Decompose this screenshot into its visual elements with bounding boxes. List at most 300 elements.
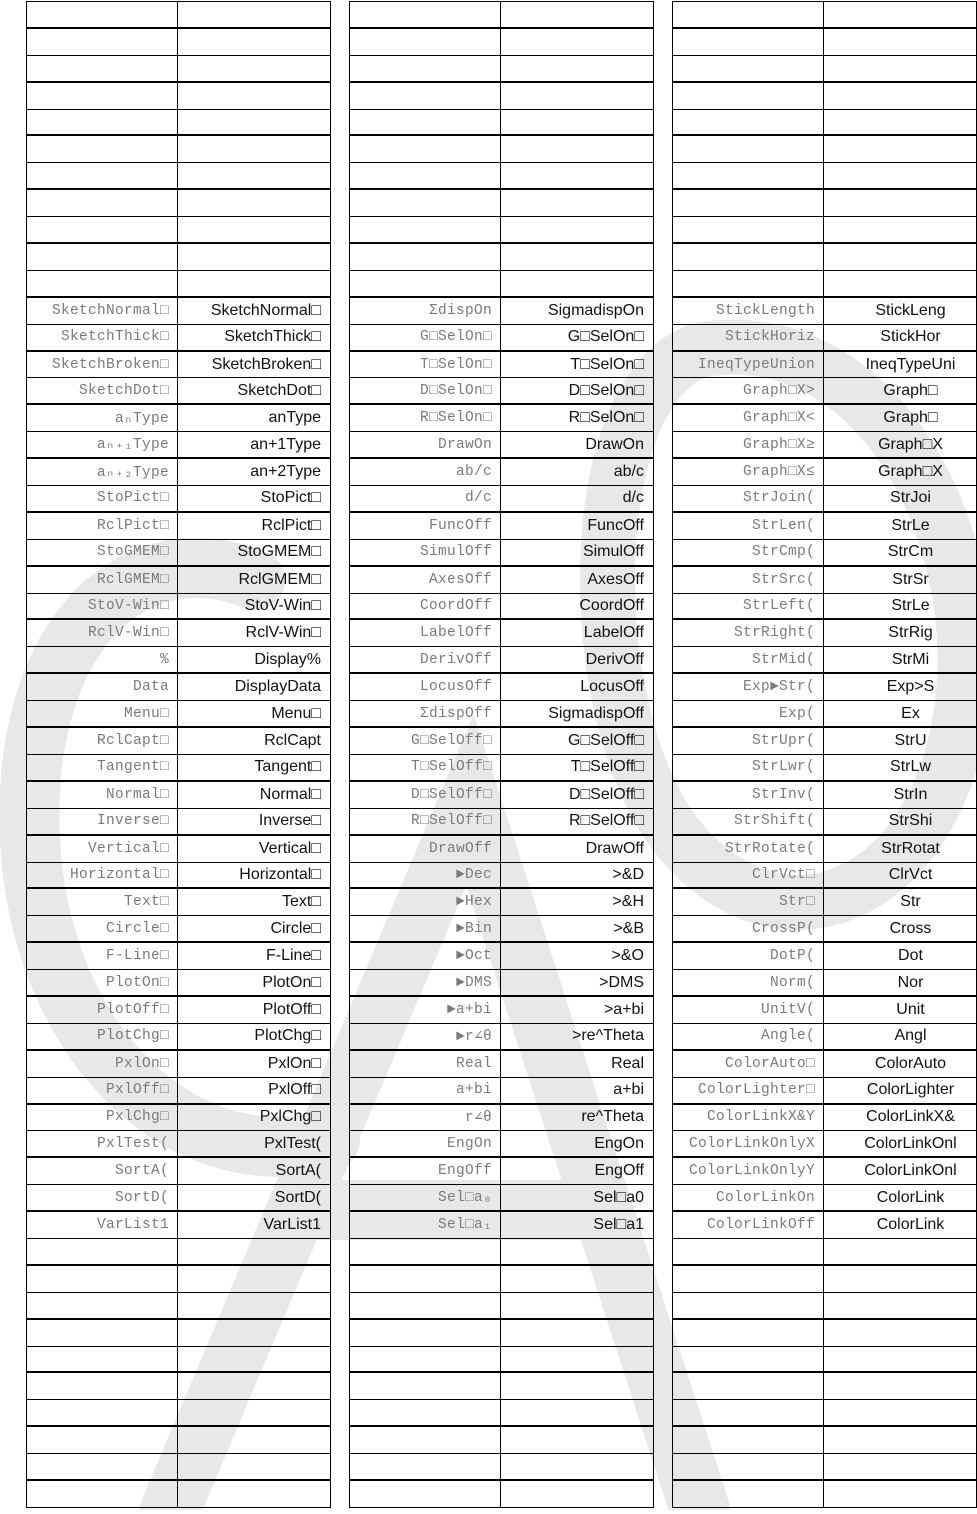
blank-cell — [673, 56, 824, 81]
blank-row — [673, 1266, 976, 1293]
command-cell: StrInv( — [673, 782, 824, 808]
blank-cell — [350, 1347, 501, 1372]
blank-cell — [824, 1266, 975, 1292]
text-cell: DerivOff — [585, 650, 644, 668]
blank-cell — [178, 29, 329, 55]
command-cell: IneqTypeUnion — [673, 352, 824, 378]
text-cell: StrCm — [887, 543, 934, 561]
command-cell: PxlChg□ — [27, 1105, 178, 1131]
table-row — [27, 970, 330, 997]
table-row — [27, 809, 330, 836]
blank-row — [27, 244, 330, 271]
blank-cell — [824, 1239, 975, 1264]
blank-cell — [27, 110, 178, 135]
text-cell: ColorLink — [876, 1188, 945, 1206]
command-cell: RclV-Win□ — [27, 620, 178, 646]
command-cell: Real — [350, 1051, 501, 1077]
text-cell: Sel□a1 — [593, 1216, 644, 1234]
command-cell: r∠θ — [350, 1105, 501, 1131]
blank-cell — [27, 136, 178, 162]
command-cell: PlotChg□ — [27, 1024, 178, 1049]
text-cell: Graph□ — [883, 381, 938, 399]
command-cell: SketchBroken□ — [27, 352, 178, 378]
table-row — [673, 1185, 976, 1212]
table-row — [27, 486, 330, 513]
text-cell: Circle□ — [270, 919, 321, 937]
blank-cell — [673, 136, 824, 162]
blank-cell — [178, 110, 329, 135]
blank-row — [673, 56, 976, 83]
text-cell: Real — [611, 1054, 644, 1072]
command-cell: G□SelOff□ — [350, 728, 501, 754]
blank-row — [27, 1373, 330, 1400]
blank-cell — [27, 29, 178, 55]
table-row — [27, 782, 330, 809]
blank-cell — [350, 2, 501, 27]
table-row — [350, 567, 653, 594]
command-cell: StrSrc( — [673, 567, 824, 593]
table-row — [27, 540, 330, 567]
blank-row — [27, 83, 330, 110]
blank-cell — [501, 110, 652, 135]
blank-cell — [824, 1347, 975, 1372]
blank-row — [27, 1347, 330, 1374]
text-cell: an+2Type — [250, 463, 321, 481]
text-cell: >re^Theta — [572, 1027, 644, 1045]
command-cell: SortD( — [27, 1185, 178, 1210]
blank-cell — [350, 1481, 501, 1507]
blank-cell — [824, 190, 975, 216]
table-row — [350, 674, 653, 701]
blank-row — [673, 244, 976, 271]
table-row — [673, 567, 976, 594]
command-cell: Menu□ — [27, 701, 178, 726]
text-cell: Vertical□ — [258, 839, 321, 857]
blank-cell — [27, 190, 178, 216]
table-row — [350, 298, 653, 325]
blank-cell — [27, 1320, 178, 1346]
table-row — [350, 1158, 653, 1185]
table-row — [673, 889, 976, 916]
table-row — [673, 647, 976, 674]
text-cell: Ex — [901, 704, 920, 722]
command-cell: Graph□X≥ — [673, 432, 824, 457]
command-cell: StrMid( — [673, 647, 824, 672]
command-cell: d/c — [350, 486, 501, 511]
text-cell: RclPict□ — [261, 516, 321, 534]
text-cell: StrIn — [893, 785, 928, 803]
table-row — [27, 997, 330, 1024]
text-cell: Graph□ — [883, 409, 938, 427]
blank-cell — [27, 1373, 178, 1399]
blank-cell — [350, 56, 501, 81]
blank-row — [350, 110, 653, 137]
command-cell: Horizontal□ — [27, 863, 178, 888]
blank-cell — [824, 1400, 975, 1425]
blank-cell — [27, 1293, 178, 1318]
text-cell: anType — [268, 409, 321, 427]
table-row — [673, 1051, 976, 1078]
blank-cell — [824, 83, 975, 109]
text-cell: EngOff — [594, 1162, 644, 1180]
command-cell: ►a+bi — [350, 997, 501, 1023]
text-cell: Horizontal□ — [239, 865, 321, 883]
command-cell: StrUpr( — [673, 728, 824, 754]
command-cell: Sel□a₁ — [350, 1212, 501, 1238]
blank-cell — [501, 2, 652, 27]
table-row — [27, 513, 330, 540]
text-cell: Unit — [896, 1000, 925, 1018]
blank-cell — [501, 1454, 652, 1479]
blank-cell — [350, 1293, 501, 1318]
blank-row — [27, 1293, 330, 1320]
command-cell: FuncOff — [350, 513, 501, 539]
command-cell: Graph□X> — [673, 378, 824, 403]
blank-row — [673, 1320, 976, 1347]
command-cell: ►DMS — [350, 970, 501, 995]
blank-cell — [350, 1454, 501, 1479]
blank-cell — [501, 217, 652, 242]
blank-row — [673, 2, 976, 29]
text-cell: RclCapt — [264, 731, 321, 749]
blank-cell — [501, 1347, 652, 1372]
blank-cell — [178, 1454, 329, 1479]
command-cell: StrLen( — [673, 513, 824, 539]
blank-row — [350, 2, 653, 29]
blank-cell — [501, 83, 652, 109]
blank-cell — [501, 244, 652, 270]
blank-cell — [673, 1400, 824, 1425]
command-cell: StrJoin( — [673, 486, 824, 511]
table-row — [27, 325, 330, 352]
text-cell: StrSr — [892, 570, 929, 588]
command-cell: T□SelOff□ — [350, 755, 501, 780]
text-cell: Tangent□ — [254, 758, 321, 776]
table-row — [350, 1105, 653, 1132]
blank-row — [27, 1427, 330, 1454]
table-row — [350, 513, 653, 540]
blank-cell — [673, 1293, 824, 1318]
command-cell: StrCmp( — [673, 540, 824, 565]
table-row — [27, 943, 330, 970]
command-cell: Circle□ — [27, 916, 178, 941]
table-row — [27, 1131, 330, 1158]
blank-row — [350, 1320, 653, 1347]
table-row — [673, 298, 976, 325]
command-cell: R□SelOn□ — [350, 405, 501, 431]
command-cell: SketchThick□ — [27, 325, 178, 350]
blank-row — [27, 29, 330, 56]
blank-cell — [824, 29, 975, 55]
blank-cell — [27, 1454, 178, 1479]
text-cell: PxlOff□ — [268, 1081, 321, 1099]
table-row — [673, 836, 976, 863]
command-cell: EngOff — [350, 1158, 501, 1184]
blank-cell — [824, 1320, 975, 1346]
command-cell: EngOn — [350, 1131, 501, 1156]
blank-cell — [501, 1400, 652, 1425]
command-cell: VarList1 — [27, 1212, 178, 1238]
command-cell: ColorAuto□ — [673, 1051, 824, 1077]
table-row — [350, 432, 653, 459]
table-row — [27, 1185, 330, 1212]
command-cell: Vertical□ — [27, 836, 178, 862]
blank-cell — [501, 56, 652, 81]
command-cell: D□SelOff□ — [350, 782, 501, 808]
blank-cell — [178, 190, 329, 216]
table-row — [27, 594, 330, 621]
blank-cell — [673, 244, 824, 270]
blank-cell — [178, 136, 329, 162]
table-row — [27, 916, 330, 943]
blank-cell — [27, 1427, 178, 1453]
table-row — [27, 1212, 330, 1239]
blank-cell — [824, 1481, 975, 1507]
table-row — [673, 674, 976, 701]
blank-cell — [673, 1481, 824, 1507]
blank-row — [350, 1293, 653, 1320]
table-row — [673, 325, 976, 352]
blank-cell — [673, 1347, 824, 1372]
blank-cell — [178, 1266, 329, 1292]
command-cell: DerivOff — [350, 647, 501, 672]
blank-cell — [501, 136, 652, 162]
command-cell: UnitV( — [673, 997, 824, 1023]
blank-cell — [178, 83, 329, 109]
blank-cell — [673, 190, 824, 216]
blank-cell — [673, 1454, 824, 1479]
blank-cell — [673, 83, 824, 109]
command-cell: StrRight( — [673, 620, 824, 646]
table-row — [673, 540, 976, 567]
blank-cell — [350, 217, 501, 242]
table-row — [673, 486, 976, 513]
blank-row — [673, 1454, 976, 1481]
text-cell: SigmadispOff — [548, 704, 644, 722]
blank-row — [27, 217, 330, 244]
text-cell: LabelOff — [583, 624, 644, 642]
text-cell: Exp>S — [886, 678, 935, 696]
blank-cell — [824, 271, 975, 296]
command-cell: aₙ₊₂Type — [27, 459, 178, 485]
blank-cell — [178, 1293, 329, 1318]
table-row — [673, 1078, 976, 1105]
blank-row — [673, 1239, 976, 1266]
command-cell: LocusOff — [350, 674, 501, 700]
text-cell: ColorLinkOnl — [864, 1134, 957, 1152]
text-cell: an+1Type — [250, 435, 321, 453]
table-row — [673, 513, 976, 540]
command-cell: F-Line□ — [27, 943, 178, 969]
blank-row — [27, 1266, 330, 1293]
blank-cell — [350, 190, 501, 216]
table-row — [673, 943, 976, 970]
table-row — [27, 1051, 330, 1078]
command-cell: SketchDot□ — [27, 378, 178, 403]
table-row — [673, 782, 976, 809]
blank-cell — [178, 1481, 329, 1507]
table-row — [350, 486, 653, 513]
table-row — [350, 889, 653, 916]
blank-cell — [501, 1427, 652, 1453]
table-row — [27, 728, 330, 755]
command-cell: Normal□ — [27, 782, 178, 808]
table-row — [673, 701, 976, 728]
table-row — [350, 970, 653, 997]
blank-cell — [178, 1239, 329, 1264]
table-row — [27, 889, 330, 916]
blank-cell — [673, 1239, 824, 1264]
blank-cell — [178, 2, 329, 27]
text-cell: SketchBroken□ — [211, 355, 321, 373]
text-cell: AxesOff — [587, 570, 644, 588]
text-cell: StrRig — [888, 624, 933, 642]
text-cell: ClrVct — [888, 865, 933, 883]
table-row — [350, 782, 653, 809]
table-row — [673, 728, 976, 755]
text-cell: ColorLinkX& — [866, 1108, 955, 1126]
table-row — [27, 1158, 330, 1185]
command-cell: SketchNormal□ — [27, 298, 178, 324]
blank-cell — [350, 1266, 501, 1292]
blank-row — [27, 271, 330, 298]
command-cell: Norm( — [673, 970, 824, 995]
blank-row — [350, 1481, 653, 1508]
blank-cell — [824, 110, 975, 135]
command-cell: StrLeft( — [673, 594, 824, 619]
text-cell: StoV-Win□ — [244, 597, 321, 615]
text-cell: >&D — [612, 865, 644, 883]
blank-cell — [824, 244, 975, 270]
text-cell: G□SelOn□ — [567, 328, 644, 346]
text-cell: Str — [900, 893, 921, 911]
blank-cell — [350, 1239, 501, 1264]
blank-row — [673, 271, 976, 298]
text-cell: CoordOff — [579, 597, 644, 615]
blank-cell — [350, 271, 501, 296]
table-row — [673, 1158, 976, 1185]
command-cell: ΣdispOn — [350, 298, 501, 324]
table-row — [350, 1212, 653, 1239]
command-cell: Text□ — [27, 889, 178, 915]
text-cell: StrU — [894, 731, 927, 749]
blank-row — [673, 1400, 976, 1427]
command-cell: G□SelOn□ — [350, 325, 501, 350]
table-row — [673, 1131, 976, 1158]
blank-cell — [27, 83, 178, 109]
text-cell: >&B — [613, 919, 644, 937]
blank-row — [350, 190, 653, 217]
text-cell: ColorAuto — [874, 1054, 947, 1072]
table-row — [27, 674, 330, 701]
text-cell: R□SelOn□ — [568, 409, 644, 427]
text-cell: F-Line□ — [265, 947, 321, 965]
blank-cell — [178, 271, 329, 296]
table-row — [350, 378, 653, 405]
text-cell: EngOn — [594, 1134, 644, 1152]
table-row — [27, 567, 330, 594]
table-row — [27, 405, 330, 432]
command-cell: Tangent□ — [27, 755, 178, 780]
command-cell: LabelOff — [350, 620, 501, 646]
command-cell: DrawOn — [350, 432, 501, 457]
table-row — [350, 620, 653, 647]
text-cell: StrRotat — [881, 839, 940, 857]
table-row — [350, 352, 653, 379]
table-row — [350, 1078, 653, 1105]
blank-cell — [350, 1400, 501, 1425]
blank-cell — [178, 244, 329, 270]
blank-row — [350, 1239, 653, 1266]
table-row — [27, 459, 330, 486]
blank-row — [350, 136, 653, 163]
command-cell: StrShift( — [673, 809, 824, 834]
text-cell: PlotOff□ — [262, 1000, 321, 1018]
table-row — [673, 620, 976, 647]
blank-cell — [178, 163, 329, 188]
blank-cell — [178, 1427, 329, 1453]
blank-row — [350, 1427, 653, 1454]
table-row — [27, 352, 330, 379]
command-cell: a+bi — [350, 1078, 501, 1103]
table-row — [350, 1024, 653, 1051]
table-row — [350, 459, 653, 486]
command-cell: ColorLinkOnlyX — [673, 1131, 824, 1156]
blank-row — [673, 1373, 976, 1400]
table-row — [673, 432, 976, 459]
blank-cell — [350, 110, 501, 135]
blank-cell — [824, 136, 975, 162]
blank-row — [27, 190, 330, 217]
text-cell: d/c — [622, 489, 644, 507]
blank-cell — [350, 1373, 501, 1399]
blank-cell — [27, 1239, 178, 1264]
text-cell: StrLw — [890, 758, 931, 776]
table-row — [673, 352, 976, 379]
blank-cell — [501, 271, 652, 296]
blank-cell — [27, 56, 178, 81]
blank-cell — [350, 29, 501, 55]
table-row — [673, 809, 976, 836]
blank-row — [673, 136, 976, 163]
blank-cell — [178, 1320, 329, 1346]
blank-cell — [501, 1293, 652, 1318]
blank-cell — [178, 217, 329, 242]
blank-cell — [27, 217, 178, 242]
blank-cell — [501, 29, 652, 55]
text-cell: Dot — [898, 947, 923, 965]
blank-cell — [350, 1320, 501, 1346]
command-cell: T□SelOn□ — [350, 352, 501, 378]
blank-cell — [673, 1266, 824, 1292]
text-cell: Inverse□ — [258, 812, 321, 830]
table-row — [350, 325, 653, 352]
text-cell: RclV-Win□ — [245, 624, 321, 642]
blank-cell — [501, 190, 652, 216]
blank-cell — [824, 217, 975, 242]
command-cell: ►Hex — [350, 889, 501, 915]
blank-row — [673, 163, 976, 190]
table-row — [673, 755, 976, 782]
blank-cell — [824, 1427, 975, 1453]
table-row — [27, 1078, 330, 1105]
blank-row — [673, 1293, 976, 1320]
blank-cell — [27, 2, 178, 27]
blank-cell — [673, 1427, 824, 1453]
text-cell: StoPict□ — [260, 489, 321, 507]
text-cell: SimulOff — [582, 543, 644, 561]
blank-row — [673, 1427, 976, 1454]
